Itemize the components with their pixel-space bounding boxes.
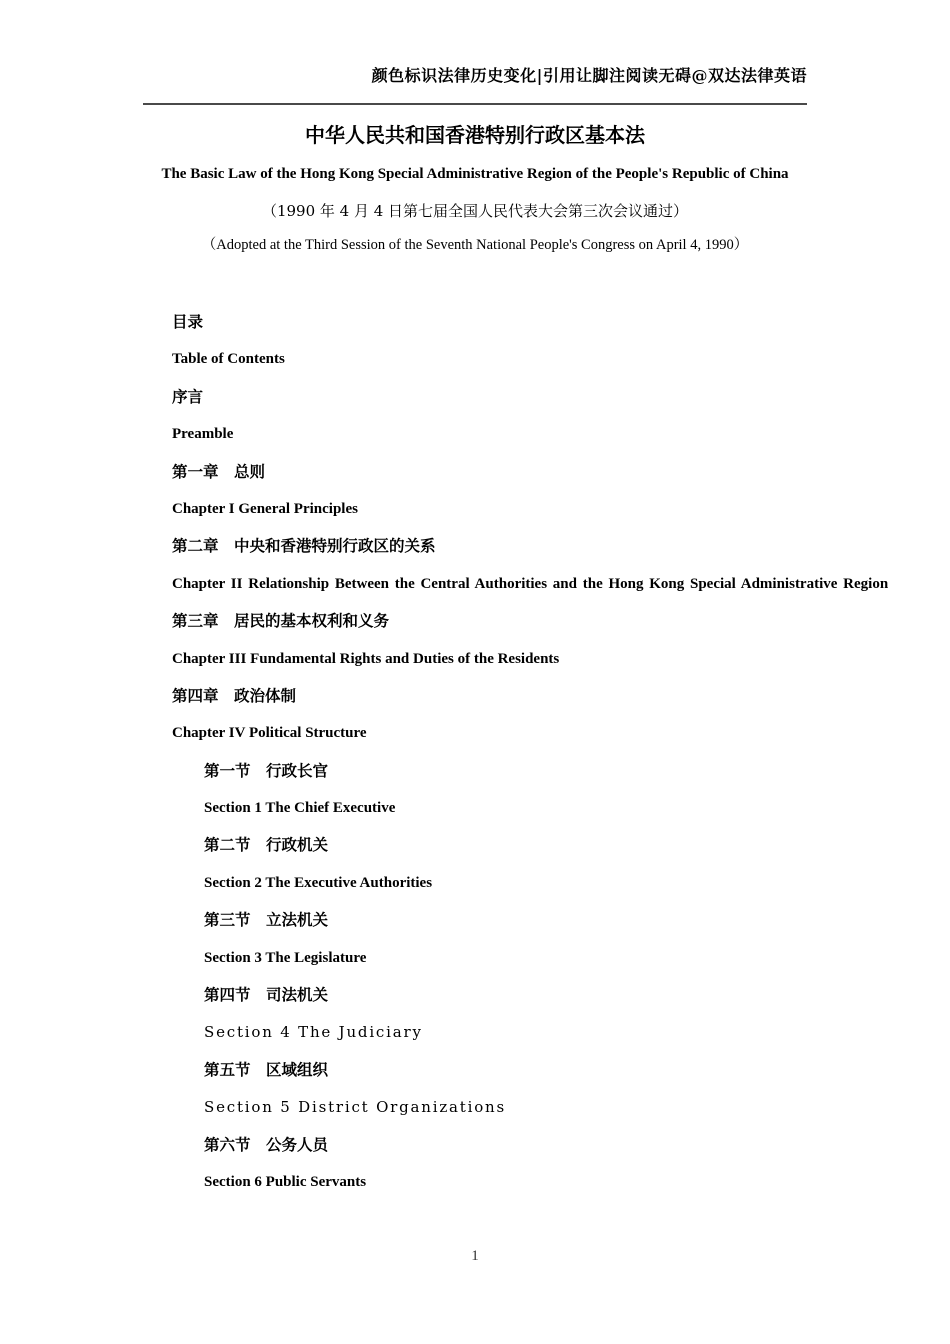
header-slogan: 颜色标识法律历史变化|引用让脚注阅读无碍@双达法律英语 — [371, 66, 807, 85]
toc-section-1-en: Section 1 The Chief Executive — [204, 800, 396, 817]
toc-chapter-1-zh: 第一章 总则 — [172, 462, 266, 481]
adoption-note-zh: （1990 年 4 月 4 日第七届全国人民代表大会第三次会议通过） — [261, 202, 689, 220]
page-content — [143, 0, 889, 1211]
document-title-en: The Basic Law of the Hong Kong Special Administrative Region of the People's Republic of China — [161, 166, 789, 182]
toc-section-6-zh: 第六节 公务人员 — [204, 1135, 329, 1154]
toc-section-5-en: Section 5 District Organizations — [204, 1098, 506, 1117]
toc-section-2-zh: 第二节 行政机关 — [204, 836, 329, 855]
toc-section-2-en: Section 2 The Executive Authorities — [204, 874, 433, 891]
toc-heading-zh: 目录 — [172, 313, 204, 331]
toc-chapter-3-zh: 第三章 居民的基本权利和义务 — [172, 612, 390, 631]
page-number: 1 — [471, 1248, 479, 1264]
toc-chapter-4-en: Chapter IV Political Structure — [172, 725, 367, 742]
toc-section-1-zh: 第一节 行政长官 — [204, 761, 329, 780]
toc-section-4-zh: 第四节 司法机关 — [204, 986, 329, 1005]
toc-chapter-1-en: Chapter I General Principles — [172, 500, 358, 517]
toc-chapter-2-zh: 第二章 中央和香港特别行政区的关系 — [172, 537, 436, 556]
toc-section-3-zh: 第三节 立法机关 — [204, 911, 329, 930]
table-of-contents — [143, 313, 889, 1190]
toc-chapter-2-en: Chapter II Relationship Between the Central Authorities and the Hong Kong Special Administrative Region — [172, 575, 889, 592]
toc-section-6-en: Section 6 Public Servants — [204, 1173, 367, 1190]
document-title-zh: 中华人民共和国香港特别行政区基本法 — [305, 123, 645, 147]
toc-section-5-zh: 第五节 区域组织 — [204, 1060, 329, 1079]
adoption-note-en: （Adopted at the Third Session of the Seventh National People's Congress on April 4, 1990） — [201, 237, 749, 253]
toc-heading-en: Table of Contents — [172, 351, 285, 368]
toc-preamble-en: Preamble — [172, 426, 234, 443]
toc-section-4-en: Section 4 The Judiciary — [204, 1023, 423, 1042]
toc-preamble-zh: 序言 — [172, 387, 204, 406]
running-header — [143, 0, 807, 105]
toc-chapter-4-zh: 第四章 政治体制 — [172, 686, 297, 705]
toc-section-3-en: Section 3 The Legislature — [204, 949, 367, 966]
toc-chapter-3-en: Chapter III Fundamental Rights and Duties of the Residents — [172, 650, 560, 667]
